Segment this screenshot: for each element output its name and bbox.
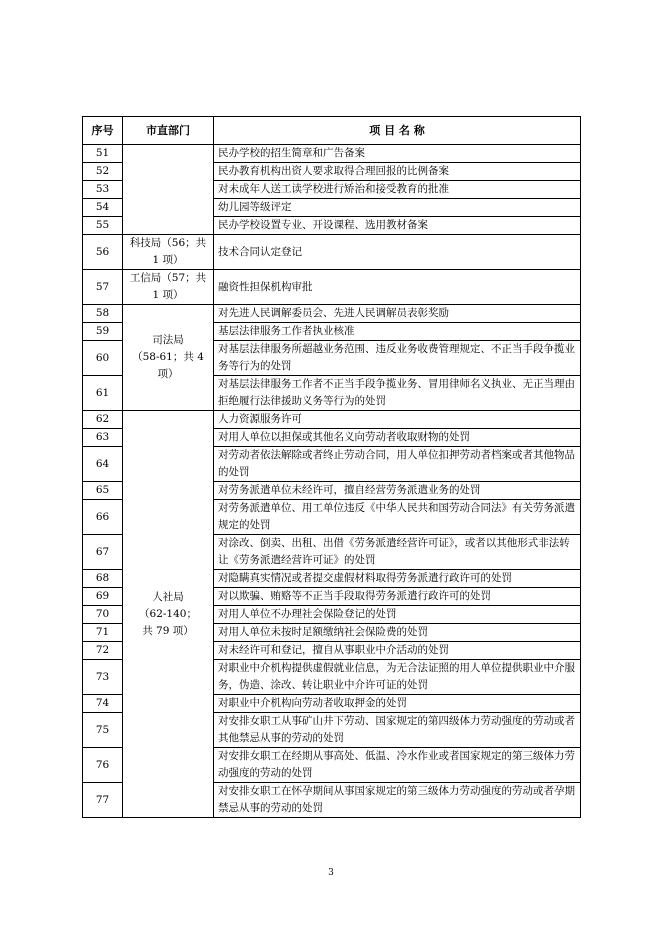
row-number: 61 [83,376,123,411]
project-name: 对用人单位不办理社会保险登记的处罚 [214,606,581,624]
project-name: 对安排女职工在经期从事高处、低温、冷水作业或者国家规定的第三级体力劳动强度的劳动的处罚 [214,748,581,783]
department-sifa [123,305,214,411]
project-name: 技术合同认定登记 [214,235,581,270]
project-name: 对基层法律服务所超越业务范围、违反业务收费管理规定、不正当手段争揽业务等行为的处罚 [214,341,581,376]
project-name: 民办教育机构出资人要求取得合理回报的比例备案 [214,163,581,181]
row-number: 56 [83,235,123,270]
department-keji [123,235,214,270]
project-list-table [82,116,581,818]
project-name: 基层法律服务工作者执业核准 [214,323,581,341]
row-number: 52 [83,163,123,181]
department-line: 人社局 [152,590,184,603]
row-number: 72 [83,642,123,660]
row-number: 53 [83,181,123,199]
project-name: 对以欺骗、贿赂等不正当手段取得劳务派遣行政许可的处罚 [214,588,581,606]
table-row [83,411,581,429]
header-project-name: 项 目 名 称 [214,117,581,145]
row-number: 63 [83,429,123,447]
row-number: 66 [83,500,123,535]
row-number: 71 [83,624,123,642]
row-number: 76 [83,748,123,783]
department-line: 1 项） [152,254,184,266]
department-line: 1 项） [152,289,184,301]
project-name: 融资性担保机构审批 [214,270,581,305]
page-number: 3 [328,868,334,878]
department-renshe [123,411,214,818]
row-number: 54 [83,199,123,217]
department-line: 司法局 [152,334,184,346]
row-number: 70 [83,606,123,624]
department-line: 工信局（57；共 [129,272,207,284]
row-number: 57 [83,270,123,305]
row-number: 77 [83,783,123,818]
project-name: 人力资源服务许可 [214,411,581,429]
project-name: 对隐瞒真实情况或者提交虚假材料取得劳务派遣行政许可的处罚 [214,570,581,588]
row-number: 68 [83,570,123,588]
table-row [83,270,581,305]
row-number: 58 [83,305,123,323]
table-row [83,235,581,270]
header-department: 市直部门 [123,117,214,145]
project-name: 对劳动者依法解除或者终止劳动合同，用人单位扣押劳动者档案或者其他物品的处罚 [214,447,581,482]
row-number: 60 [83,341,123,376]
project-name: 对先进人民调解委员会、先进人民调解员表彰奖励 [214,305,581,323]
row-number: 73 [83,660,123,695]
table-row [83,145,581,163]
department-line: 科技局（56；共 [129,237,207,249]
project-name: 民办学校设置专业、开设课程、选用教材备案 [214,217,581,235]
row-number: 69 [83,588,123,606]
department-line: 共 79 项） [142,624,194,637]
project-name: 对用人单位未按时足额缴纳社会保险费的处罚 [214,624,581,642]
project-name: 对安排女职工在怀孕期间从事国家规定的第三级体力劳动强度的劳动或者孕期禁忌从事的劳动的处罚 [214,783,581,818]
row-number: 75 [83,713,123,748]
row-number: 59 [83,323,123,341]
department-line: （62-140； [139,607,197,620]
row-number: 74 [83,695,123,713]
project-name: 对涂改、倒卖、出租、出借《劳务派遣经营许可证》，或者以其他形式非法转让《劳务派遣经营许可证》的处罚 [214,535,581,570]
row-number: 65 [83,482,123,500]
project-name: 对劳务派遣单位未经许可，擅自经营劳务派遣业务的处罚 [214,482,581,500]
project-name: 对劳务派遣单位、用工单位违反《中华人民共和国劳动合同法》有关劳务派遣规定的处罚 [214,500,581,535]
department-line: 项） [157,368,179,380]
row-number: 67 [83,535,123,570]
table-header-row [83,117,581,145]
row-number: 64 [83,447,123,482]
project-name: 对未成年人送工读学校进行矫治和接受教育的批准 [214,181,581,199]
project-name: 对未经许可和登记，擅自从事职业中介活动的处罚 [214,642,581,660]
row-number: 55 [83,217,123,235]
table-row [83,305,581,323]
project-name: 对职业中介机构提供虚假就业信息，为无合法证照的用人单位提供职业中介服务，伪造、涂改、转让职业中介许可证的处罚 [214,660,581,695]
row-number: 51 [83,145,123,163]
project-name: 幼儿园等级评定 [214,199,581,217]
department-cell-blank [123,145,214,235]
department-gongxin [123,270,214,305]
project-name: 对用人单位以担保或其他名义向劳动者收取财物的处罚 [214,429,581,447]
department-line: （58-61；共 4 [132,351,204,363]
header-serial-number: 序号 [83,117,123,145]
project-name: 对安排女职工从事矿山井下劳动、国家规定的第四级体力劳动强度的劳动或者其他禁忌从事的劳动的处罚 [214,713,581,748]
project-name: 对职业中介机构向劳动者收取押金的处罚 [214,695,581,713]
project-name: 民办学校的招生简章和广告备案 [214,145,581,163]
project-name: 对基层法律服务工作者不正当手段争揽业务、冒用律师名义执业、无正当理由拒绝履行法律援助义务等行为的处罚 [214,376,581,411]
row-number: 62 [83,411,123,429]
